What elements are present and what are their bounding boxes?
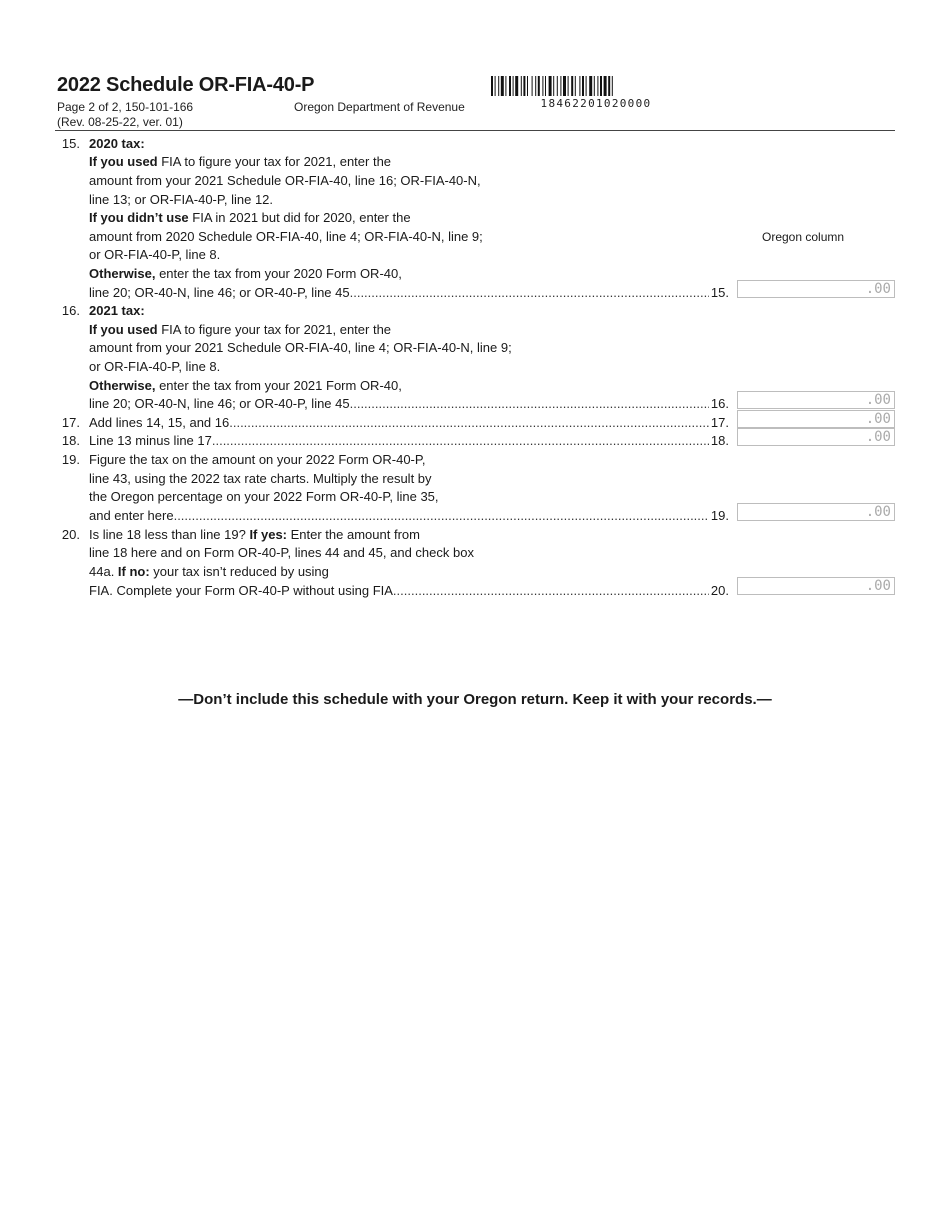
- header-divider: [55, 130, 895, 131]
- line-15-text: amount from your 2021 Schedule OR-FIA-40, line 16; OR-FIA-40-N,: [89, 173, 481, 188]
- line-20-text: Is line 18 less than line 19? If yes: Enter the amount from: [89, 527, 420, 542]
- line-15-text: If you didn’t use FIA in 2021 but did for 2020, enter the: [89, 210, 411, 225]
- line-20-text: 44a. If no: your tax isn’t reduced by using: [89, 564, 329, 579]
- line-17-amount-field[interactable]: .00: [737, 410, 895, 428]
- form-title: 2022 Schedule OR-FIA-40-P: [57, 74, 315, 96]
- line-16-text: amount from your 2021 Schedule OR-FIA-40, line 4; OR-FIA-40-N, line 9;: [89, 340, 512, 355]
- line-15-text: or OR-FIA-40-P, line 8.: [89, 247, 221, 262]
- line-19-text: Figure the tax on the amount on your 2022 Form OR-40-P,: [89, 452, 426, 467]
- line-16-text: or OR-FIA-40-P, line 8.: [89, 359, 221, 374]
- line-16-text: If you used FIA to figure your tax for 2021, enter the: [89, 322, 392, 337]
- oregon-column-header: Oregon column: [762, 230, 845, 244]
- barcode-icon: [491, 76, 701, 96]
- line-15-text: If you used FIA to figure your tax for 2021, enter the: [89, 154, 392, 169]
- line-20-amount-field[interactable]: .00: [737, 577, 895, 595]
- line-15-text: Otherwise, enter the tax from your 2020 Form OR-40,: [89, 266, 402, 281]
- line-18-leader: Line 13 minus line 17 ..... 18.: [89, 434, 729, 448]
- line-15-heading: 2020 tax:: [89, 136, 145, 151]
- line-16-text: Otherwise, enter the tax from your 2021 Form OR-40,: [89, 378, 402, 393]
- line-20-number: 20.: [61, 527, 80, 542]
- page-info: Page 2 of 2, 150-101-166: [57, 100, 194, 114]
- line-18-amount-field[interactable]: .00: [737, 428, 895, 446]
- barcode-number: 18462201020000: [540, 97, 652, 110]
- line-18-number: 18.: [61, 433, 80, 448]
- line-15-text: line 13; or OR-FIA-40-P, line 12.: [89, 192, 274, 207]
- line-19-text: line 43, using the 2022 tax rate charts. Multiply the result by: [89, 471, 432, 486]
- line-19-text: the Oregon percentage on your 2022 Form OR-40-P, line 35,: [89, 489, 439, 504]
- line-15-text: amount from 2020 Schedule OR-FIA-40, line 4; OR-FIA-40-N, line 9;: [89, 229, 483, 244]
- line-19-amount-field[interactable]: .00: [737, 503, 895, 521]
- revision-info: (Rev. 08-25-22, ver. 01): [57, 115, 183, 129]
- line-16-leader: line 20; OR-40-N, line 46; or OR-40-P, line 45 ..... 16.: [89, 397, 729, 411]
- line-15-leader: line 20; OR-40-N, line 46; or OR-40-P, line 45 ..... 15.: [89, 286, 729, 300]
- line-16-number: 16.: [61, 303, 80, 318]
- line-19-leader: and enter here ..... 19.: [89, 509, 729, 523]
- line-17-leader: Add lines 14, 15, and 16 ..... 17.: [89, 416, 729, 430]
- line-15-number: 15.: [61, 136, 80, 151]
- line-17-number: 17.: [61, 415, 80, 430]
- line-16-amount-field[interactable]: .00: [737, 391, 895, 409]
- line-15-amount-field[interactable]: .00: [737, 280, 895, 298]
- line-19-number: 19.: [61, 452, 80, 467]
- department-name: Oregon Department of Revenue: [294, 100, 465, 114]
- line-20-leader: FIA. Complete your Form OR-40-P without using FIA ..... 20.: [89, 584, 729, 598]
- line-20-text: line 18 here and on Form OR-40-P, lines 44 and 45, and check box: [89, 545, 474, 560]
- line-16-heading: 2021 tax:: [89, 303, 145, 318]
- footer-notice: —Don’t include this schedule with your Oregon return. Keep it with your records.—: [178, 691, 772, 708]
